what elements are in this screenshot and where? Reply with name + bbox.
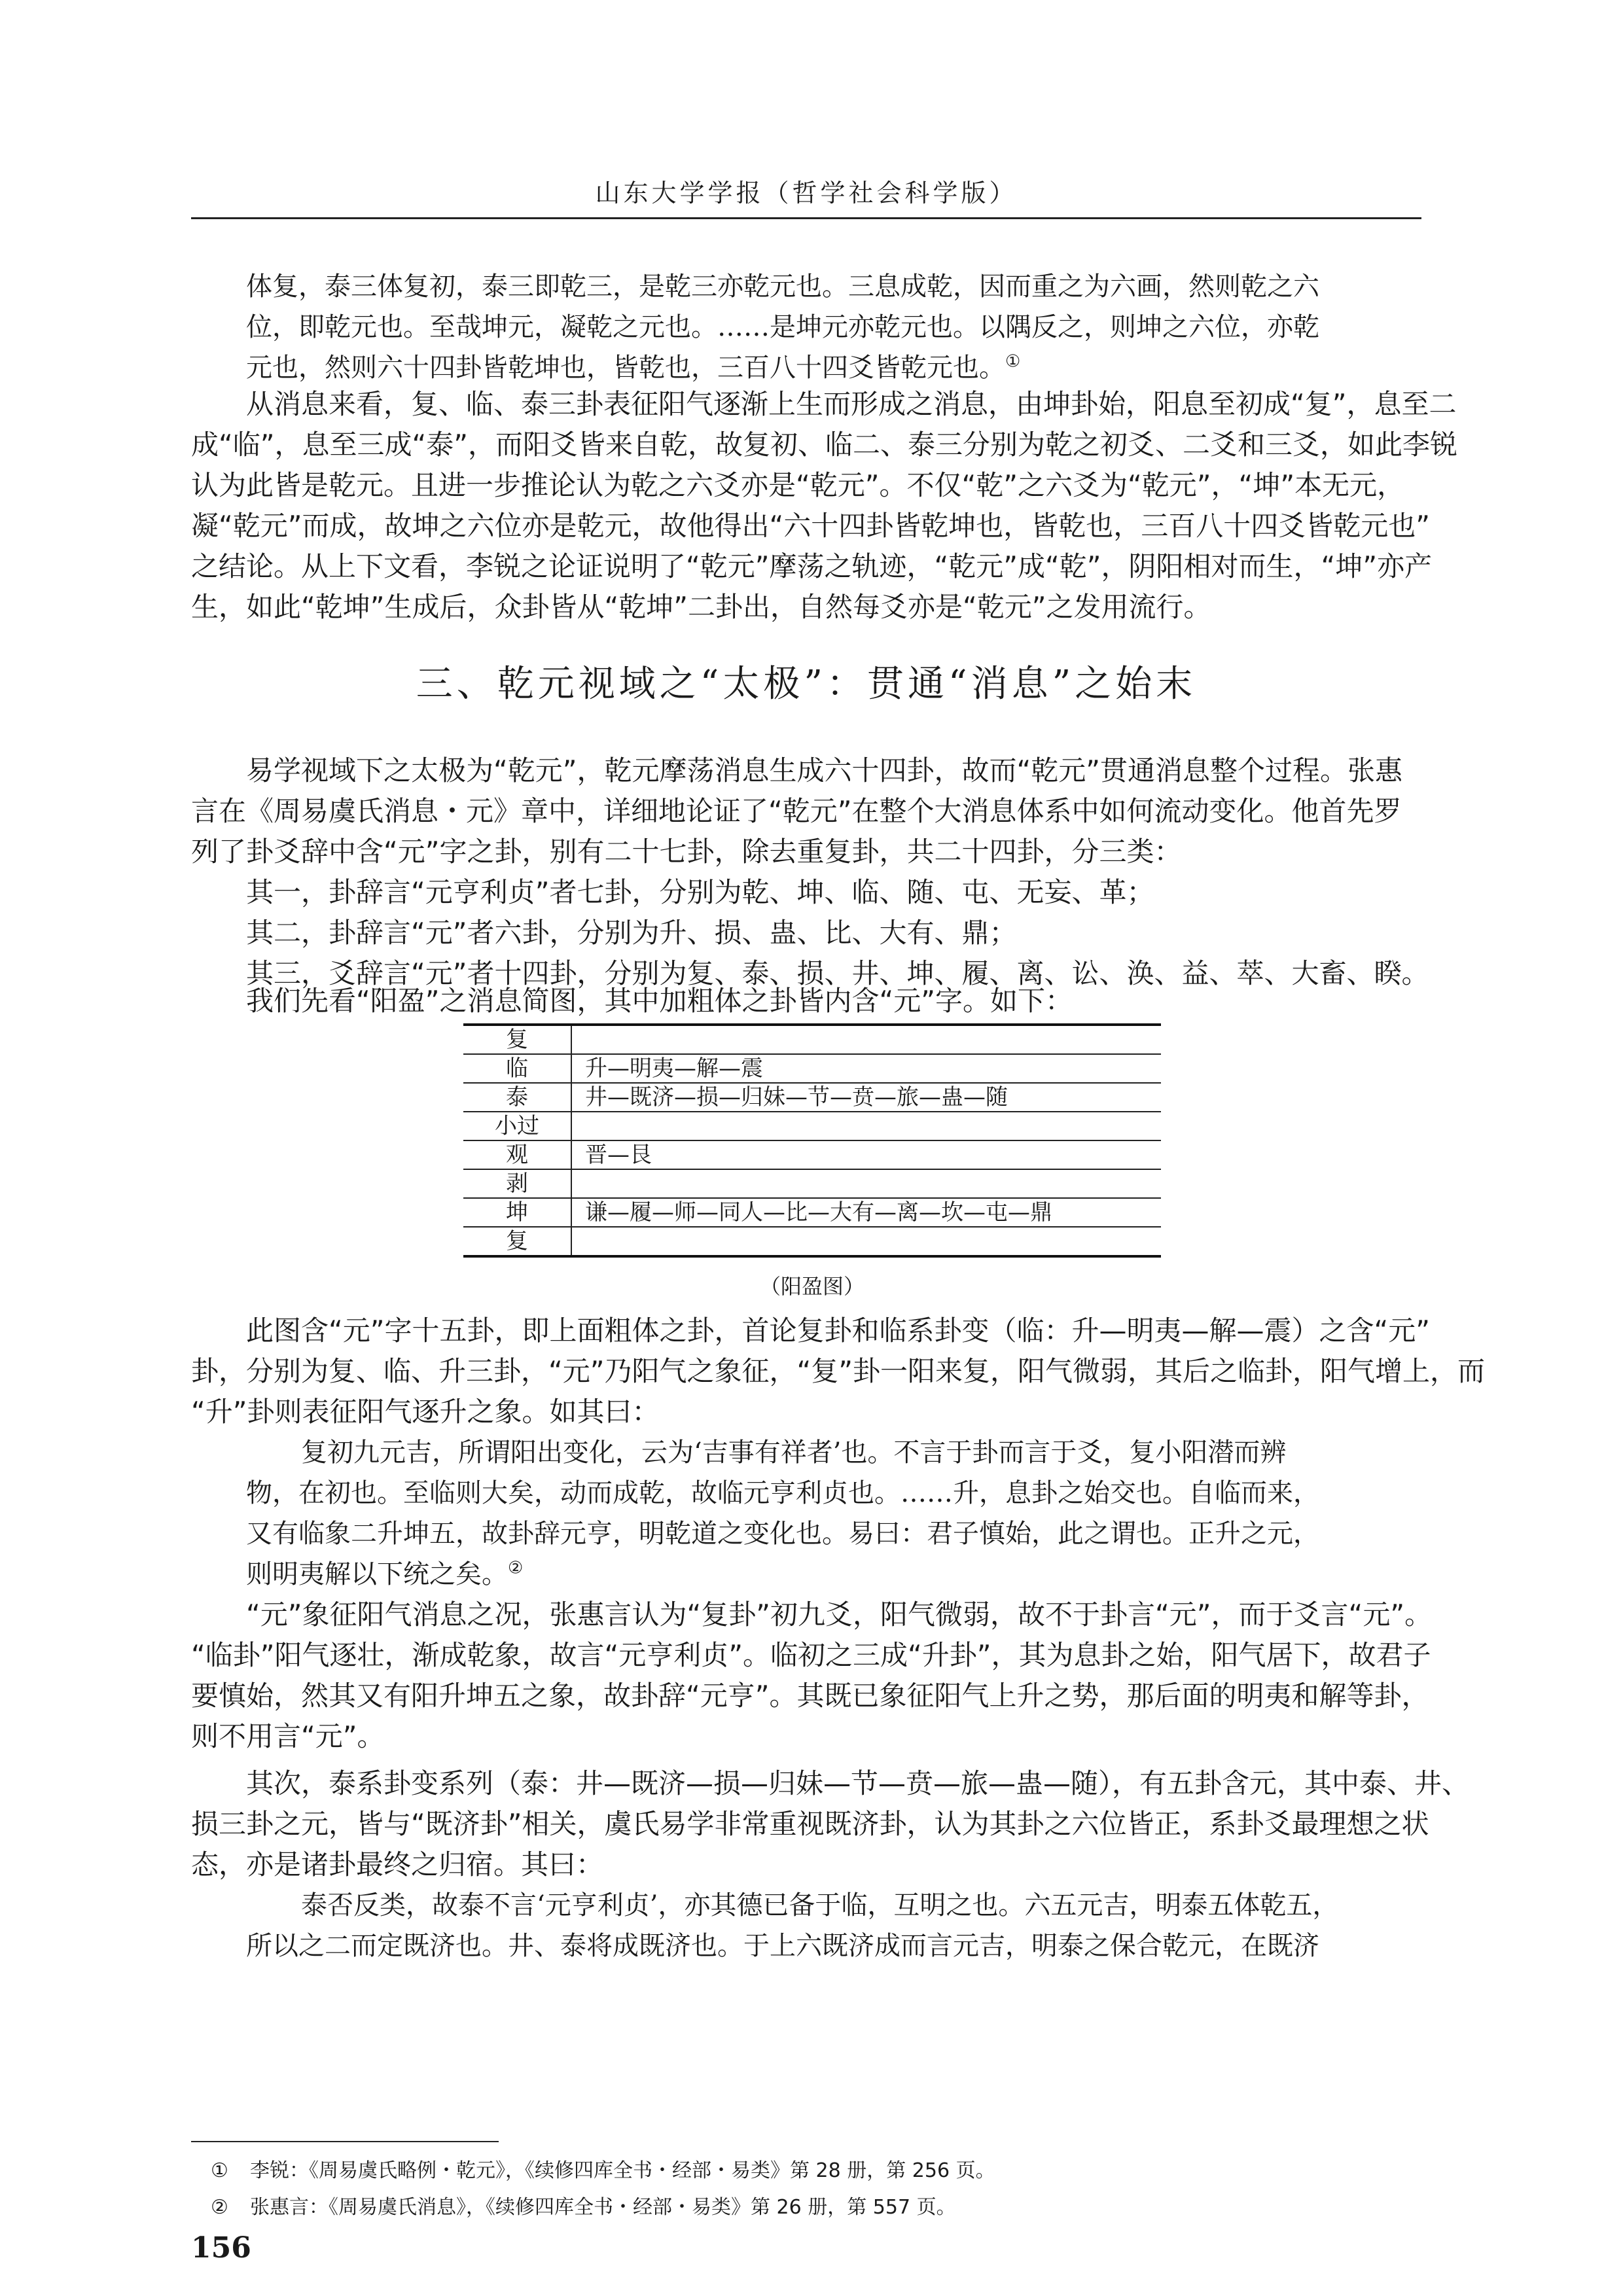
gua-cell: 泰	[463, 1083, 571, 1112]
table-caption: （阳盈图）	[759, 1274, 865, 1299]
footnote-rule	[191, 2141, 499, 2142]
paragraph-line: “临卦”阳气逐壮，渐成乾象，故言“元亨利贞”。临初之三成“升卦”，其为息卦之始，阳气居下，故君子	[191, 1639, 1431, 1671]
table-row	[463, 1198, 1161, 1227]
quote-line: 位，即乾元也。至哉坤元，凝乾之元也。……是坤元亦乾元也。以隅反之，则坤之六位，亦乾	[246, 312, 1319, 342]
footnote-text: 李锐：《周易虞氏略例・乾元》，《续修四库全书・经部・易类》第 28 册，第 256 页。	[250, 2159, 995, 2182]
paragraph-line: 其次，泰系卦变系列（泰：井—既济—损—归妹—节—贲—旅—蛊—随），有五卦含元，其中泰、井、	[246, 1767, 1470, 1799]
footnote-ref: ①	[1005, 351, 1021, 372]
page-number: 156	[191, 2231, 251, 2265]
gua-cell: 小过	[463, 1112, 571, 1140]
paragraph-line: 成“临”，息至三成“泰”，而阳爻皆来自乾，故复初、临二、泰三分别为乾之初爻、二爻和三爻，如此李锐	[191, 429, 1458, 461]
paragraph-line: 要慎始，然其又有阳升坤五之象，故卦辞“元亨”。其既已象征阳气上升之势，那后面的明夷和解等卦，	[191, 1680, 1429, 1712]
footnote-mark: ②	[211, 2196, 228, 2219]
footnote	[211, 2157, 995, 2185]
section-title: 三、乾元视域之“太极”：贯通“消息”之始末	[416, 663, 1197, 705]
quote-line: 复初九元吉，所谓阳出变化，云为‘吉事有祥者’也。不言于卦而言于爻，复小阳潜而辨	[301, 1438, 1287, 1468]
quote-text: 则明夷解以下统之矣。	[246, 1559, 508, 1589]
category-line: 其一，卦辞言“元亨利贞”者七卦，分别为乾、坤、临、随、屯、无妄、革；	[246, 876, 1154, 908]
yangying-table	[463, 1023, 1161, 1258]
gua-cell: 复	[463, 1227, 571, 1256]
table-row	[463, 1025, 1161, 1054]
footnote-text: 张惠言：《周易虞氏消息》，《续修四库全书・经部・易类》第 26 册，第 557 页。	[250, 2196, 956, 2219]
quote-line: 所以之二而定既济也。井、泰将成既济也。于上六既济成而言元吉，明泰之保合乾元，在既济	[246, 1931, 1319, 1961]
category-line: 其三，爻辞言“元”者十四卦，分别为复、泰、损、井、坤、履、离、讼、涣、益、萃、大畜、睽。	[246, 957, 1429, 989]
footnote-mark: ①	[211, 2159, 228, 2182]
sequence-cell	[571, 1025, 1161, 1054]
paragraph-line: 则不用言“元”。	[191, 1720, 385, 1752]
footnote	[211, 2193, 956, 2222]
table-row	[463, 1083, 1161, 1112]
gua-cell: 剥	[463, 1169, 571, 1198]
journal-header: 山东大学学报（哲学社会科学版）	[595, 179, 1018, 207]
quote-line: 泰否反类，故泰不言‘元亨利贞’，亦其德已备于临，互明之也。六五元吉，明泰五体乾五，	[301, 1890, 1339, 1920]
table-row	[463, 1169, 1161, 1198]
header-rule	[191, 217, 1421, 219]
table-row	[463, 1112, 1161, 1140]
paragraph-line: “元”象征阳气消息之况，张惠言认为“复卦”初九爻，阳气微弱，故不于卦言“元”，而于爻言“元”。	[246, 1598, 1433, 1631]
gua-cell: 观	[463, 1140, 571, 1169]
sequence-cell	[571, 1112, 1161, 1140]
quote-line: 体复，泰三体复初，泰三即乾三，是乾三亦乾元也。三息成乾，因而重之为六画，然则乾之六	[246, 272, 1319, 302]
gua-cell: 临	[463, 1054, 571, 1083]
sequence-cell	[571, 1169, 1161, 1198]
quote-line: 又有临象二升坤五，故卦辞元亨，明乾道之变化也。易曰：君子慎始，此之谓也。正升之元，	[246, 1519, 1319, 1549]
paragraph-line: 认为此皆是乾元。且进一步推论认为乾之六爻亦是“乾元”。不仅“乾”之六爻为“乾元”，“坤”本无元，	[191, 469, 1405, 501]
category-line: 其二，卦辞言“元”者六卦，分别为升、损、蛊、比、大有、鼎；	[246, 917, 1017, 949]
gua-cell: 坤	[463, 1198, 571, 1227]
paragraph-line: 此图含“元”字十五卦，即上面粗体之卦，首论复卦和临系卦变（临：升—明夷—解—震）之含“元”	[246, 1315, 1431, 1347]
quote-line	[246, 349, 1020, 386]
footnote-ref: ②	[508, 1558, 524, 1578]
paragraph-line: “升”卦则表征阳气逐升之象。如其曰：	[191, 1396, 660, 1428]
sequence-cell: 晋—艮	[571, 1140, 1161, 1169]
quote-line	[246, 1556, 523, 1593]
paragraph-line: 损三卦之元，皆与“既济卦”相关，虞氏易学非常重视既济卦，认为其卦之六位皆正，系卦爻最理想之状	[191, 1808, 1429, 1840]
paragraph-line: 态，亦是诸卦最终之归宿。其曰：	[191, 1848, 604, 1881]
sequence-cell: 升—明夷—解—震	[571, 1054, 1161, 1083]
paragraph-line: 之结论。从上下文看，李锐之论证说明了“乾元”摩荡之轨迹，“乾元”成“乾”，阴阳相对而生，“坤”亦产	[191, 550, 1433, 582]
table-row	[463, 1227, 1161, 1256]
paragraph-line: 列了卦爻辞中含“元”字之卦，别有二十七卦，除去重复卦，共二十四卦，分三类：	[191, 836, 1182, 868]
quote-text: 元也，然则六十四卦皆乾坤也，皆乾也，三百八十四爻皆乾元也。	[246, 353, 1005, 383]
quote-line: 物，在初也。至临则大矣，动而成乾，故临元亨利贞也。……升，息卦之始交也。自临而来，	[246, 1478, 1319, 1508]
paragraph-line: 从消息来看，复、临、泰三卦表征阳气逐渐上生而形成之消息，由坤卦始，阳息至初成“复”，息至二	[246, 388, 1457, 420]
table-intro: 我们先看“阳盈”之消息简图，其中加粗体之卦皆内含“元”字。如下：	[246, 985, 1073, 1017]
table-row	[463, 1140, 1161, 1169]
sequence-cell	[571, 1227, 1161, 1256]
paragraph-line: 凝“乾元”而成，故坤之六位亦是乾元，故他得出“六十四卦皆乾坤也，皆乾也，三百八十四爻皆乾元也”	[191, 510, 1431, 542]
sequence-cell: 谦—履—师—同人—比—大有—离—坎—屯—鼎	[571, 1198, 1161, 1227]
table-row	[463, 1054, 1161, 1083]
gua-cell: 复	[463, 1025, 571, 1054]
sequence-cell: 井—既济—损—归妹—节—贲—旅—蛊—随	[571, 1083, 1161, 1112]
paragraph-line: 卦，分别为复、临、升三卦，“元”乃阳气之象征，“复”卦一阳来复，阳气微弱，其后之临卦，阳气增上，而	[191, 1355, 1486, 1387]
paragraph-line: 生，如此“乾坤”生成后，众卦皆从“乾坤”二卦出，自然每爻亦是“乾元”之发用流行。	[191, 591, 1211, 623]
paragraph-line: 言在《周易虞氏消息・元》章中，详细地论证了“乾元”在整个大消息体系中如何流动变化。他首先罗	[191, 795, 1402, 827]
paragraph-line: 易学视域下之太极为“乾元”，乾元摩荡消息生成六十四卦，故而“乾元”贯通消息整个过程。张惠	[246, 754, 1403, 786]
